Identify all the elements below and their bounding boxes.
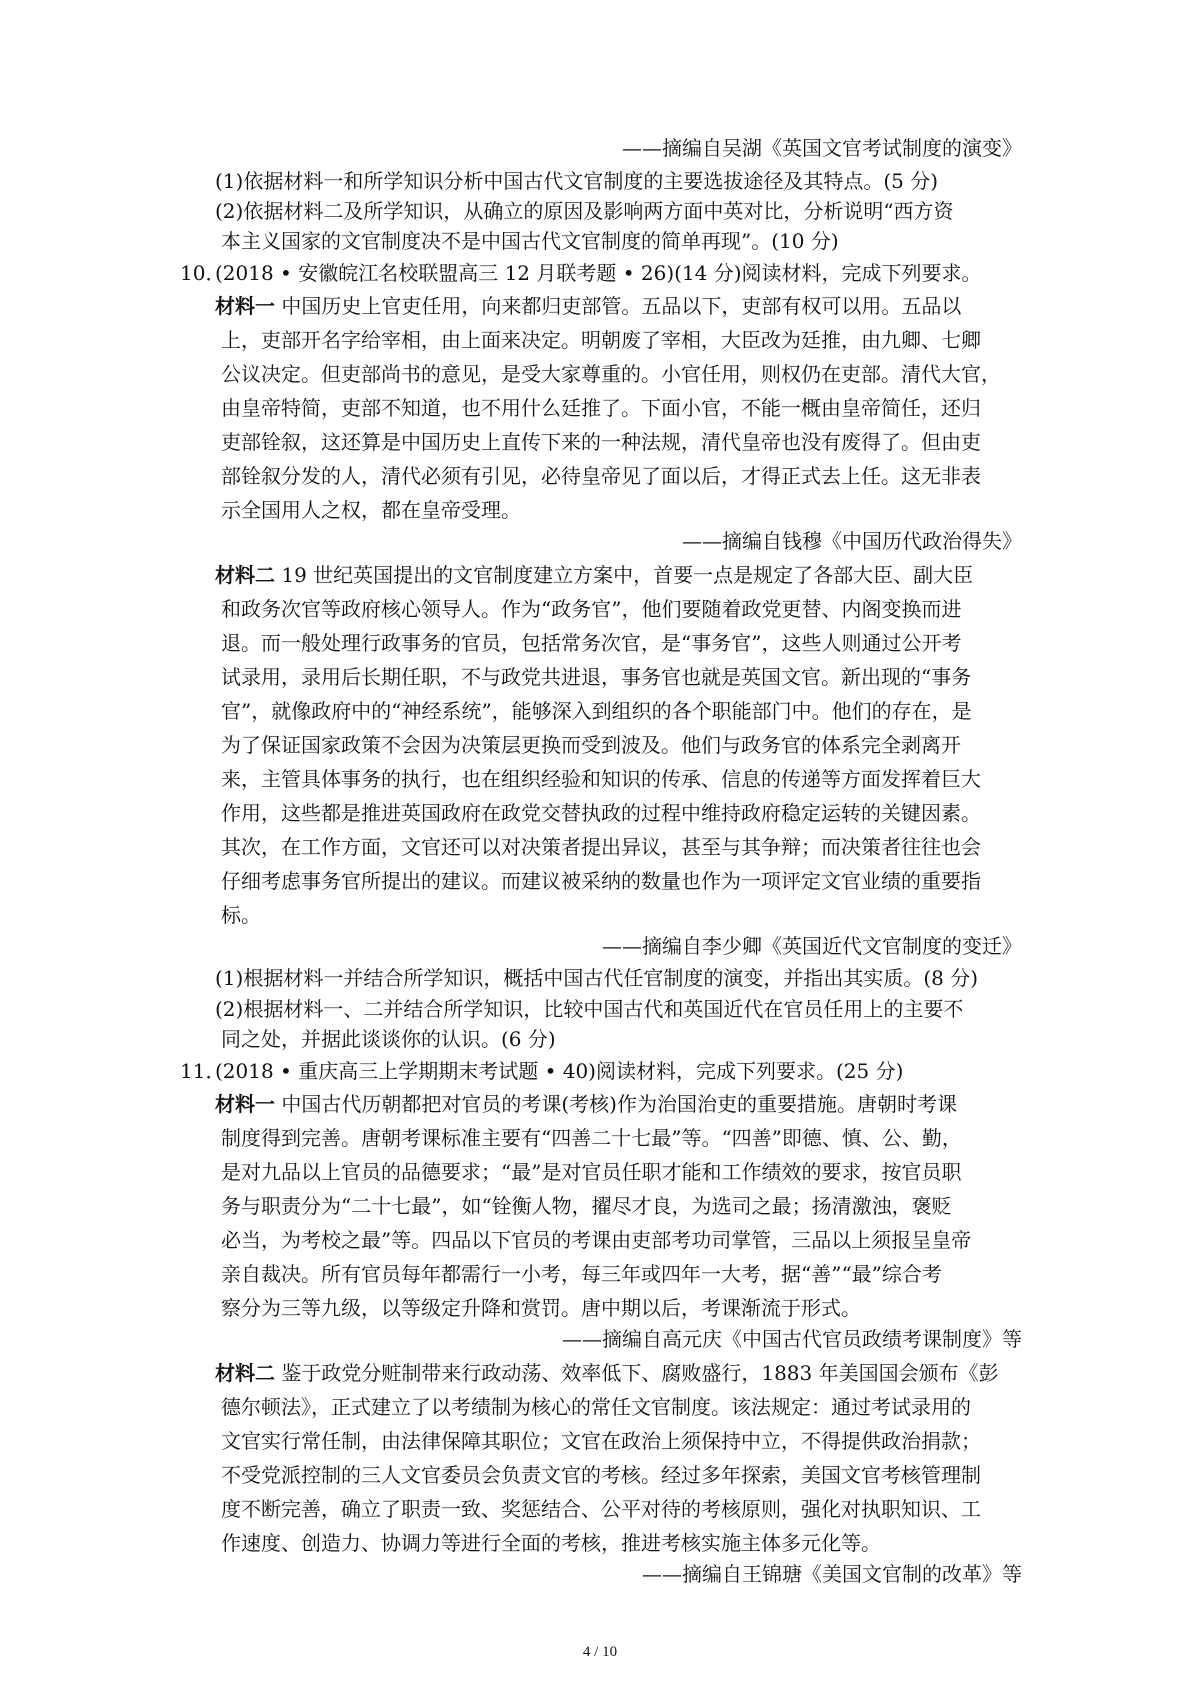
question-number: 11． bbox=[180, 1059, 226, 1083]
material-paragraph-first-line bbox=[215, 1359, 999, 1387]
source-citation: ——摘编自李少卿《英国近代文官制度的变迁》 bbox=[602, 934, 1022, 958]
material-label: 材料一 bbox=[215, 1092, 275, 1116]
question-part-1: (1)根据材料一并结合所学知识，概括中国古代任官制度的演变，并指出其实质。(8 分) bbox=[215, 966, 979, 990]
material-line: 官”，就像政府中的“神经系统”，能够深入到组织的各个职能部门中。他们的存在，是 bbox=[221, 699, 972, 723]
material-line: 度不断完善，确立了职责一致、奖惩结合、公平对待的考核原则，强化对执职知识、工 bbox=[221, 1497, 981, 1521]
material-line: 仔细考虑事务官所提出的建议。而建议被采纳的数量也作为一项评定文官业绩的重要指 bbox=[221, 869, 981, 893]
material-line: 和政务次官等政府核心领导人。作为“政务官”，他们要随着政党更替、内阁变换而进 bbox=[221, 597, 962, 621]
material-line: 试录用，录用后长期任职，不与政党共进退，事务官也就是英国文官。新出现的“事务 bbox=[221, 665, 972, 689]
question-part-2: (2)根据材料一、二并结合所学知识，比较中国古代和英国近代在官员任用上的主要不 bbox=[215, 997, 964, 1021]
question-header: (2018 • 安徽皖江名校联盟高三 12 月联考题 • 26)(14 分)阅读材料，完成下列要求。 bbox=[215, 261, 982, 285]
material-line: 标。 bbox=[221, 903, 261, 927]
material-line: 不受党派控制的三人文官委员会负责文官的考核。经过多年探索，美国文官考核管理制 bbox=[221, 1463, 981, 1487]
material-line: 是对九品以上官员的品德要求；“最”是对官员任职才能和工作绩效的要求，按官员职 bbox=[221, 1160, 962, 1184]
material-text: 中国历史上官吏任用，向来都归吏部管。五品以下，吏部有权可以用。五品以 bbox=[275, 294, 962, 318]
question-part-1: (1)依据材料一和所学知识分析中国古代文官制度的主要选拔途径及其特点。(5 分) bbox=[215, 169, 939, 193]
material-text: 19 世纪英国提出的文官制度建立方案中，首要一点是规定了各部大臣、副大臣 bbox=[275, 563, 974, 587]
material-line: 其次，在工作方面，文官还可以对决策者提出异议，甚至与其争辩；而决策者往往也会 bbox=[221, 835, 981, 859]
question-part-2: (2)依据材料二及所学知识，从确立的原因及影响两方面中英对比，分析说明“西方资 bbox=[215, 199, 954, 223]
material-line: 退。而一般处理行政事务的官员，包括常务次官，是“事务官”，这些人则通过公开考 bbox=[221, 631, 962, 655]
material-text: 鉴于政党分赃制带来行政动荡、效率低下、腐败盛行，1883 年美国国会颁布《彭 bbox=[275, 1361, 999, 1385]
material-line: 部铨叙分发的人，清代必须有引见，必待皇帝见了面以后，才得正式去上任。这无非表 bbox=[221, 464, 981, 488]
source-citation: ——摘编自钱穆《中国历代政治得失》 bbox=[682, 529, 1022, 553]
material-line: 察分为三等九级，以等级定升降和赏罚。唐中期以后，考课渐流于形式。 bbox=[221, 1296, 861, 1320]
question-part-2-cont: 同之处，并据此谈谈你的认识。(6 分) bbox=[221, 1027, 556, 1051]
material-line: 必当，为考校之最”等。四品以下官员的考课由吏部考功司掌管，三品以上须报呈皇帝 bbox=[221, 1228, 972, 1252]
material-text: 中国古代历朝都把对官员的考课(考核)作为治国治吏的重要措施。唐朝时考课 bbox=[275, 1092, 957, 1116]
question-header: (2018 • 重庆高三上学期期末考试题 • 40)阅读材料，完成下列要求。(25 分) bbox=[215, 1059, 904, 1083]
material-line: 作用，这些都是推进英国政府在政党交替执政的过程中维持政府稳定运转的关键因素。 bbox=[221, 801, 981, 825]
material-line: 公议决定。但吏部尚书的意见，是受大家尊重的。小官任用，则权仍在吏部。清代大官， bbox=[221, 362, 1001, 386]
material-line: 吏部铨叙，这还算是中国历史上直传下来的一种法规，清代皇帝也没有废得了。但由吏 bbox=[221, 430, 981, 454]
material-line: 德尔顿法》，正式建立了以考绩制为核心的常任文官制度。该法规定：通过考试录用的 bbox=[221, 1395, 971, 1419]
material-line: 文官实行常任制，由法律保障其职位；文官在政治上须保持中立，不得提供政治捐款； bbox=[221, 1429, 981, 1453]
material-paragraph-first-line bbox=[215, 292, 961, 320]
material-line: 来，主管具体事务的执行，也在组织经验和知识的传承、信息的传递等方面发挥着巨大 bbox=[221, 767, 981, 791]
question-part-2-cont: 本主义国家的文官制度决不是中国古代文官制度的简单再现”。(10 分) bbox=[221, 229, 839, 253]
material-line: 上，吏部开名字给宰相，由上面来决定。明朝废了宰相，大臣改为廷推，由九卿、七卿 bbox=[221, 328, 981, 352]
source-citation: ——摘编自王锦瑭《美国文官制的改革》等 bbox=[642, 1562, 1022, 1586]
source-citation: ——摘编自吴湖《英国文官考试制度的演变》 bbox=[622, 136, 1022, 160]
material-label: 材料二 bbox=[215, 1361, 275, 1385]
material-label: 材料一 bbox=[215, 294, 275, 318]
source-citation: ——摘编自高元庆《中国古代官员政绩考课制度》等 bbox=[562, 1327, 1022, 1351]
material-line: 务与职责分为“二十七最”，如“铨衡人物，擢尽才良，为选司之最；扬清激浊，褒贬 bbox=[221, 1194, 952, 1218]
material-paragraph-first-line bbox=[215, 1090, 957, 1118]
material-line: 示全国用人之权，都在皇帝受理。 bbox=[221, 498, 521, 522]
material-paragraph-first-line bbox=[215, 561, 973, 589]
material-line: 作速度、创造力、协调力等进行全面的考核，推进考核实施主体多元化等。 bbox=[221, 1531, 881, 1555]
material-line: 为了保证国家政策不会因为决策层更换而受到波及。他们与政务官的体系完全剥离开 bbox=[221, 733, 961, 757]
material-line: 由皇帝特简，吏部不知道，也不用什么廷推了。下面小官，不能一概由皇帝简任，还归 bbox=[221, 396, 981, 420]
material-label: 材料二 bbox=[215, 563, 275, 587]
page-number: 4 / 10 bbox=[582, 1644, 618, 1660]
material-line: 亲自裁决。所有官员每年都需行一小考，每三年或四年一大考，据“善”“最”综合考 bbox=[221, 1262, 942, 1286]
question-number: 10． bbox=[180, 261, 226, 285]
material-line: 制度得到完善。唐朝考课标准主要有“四善二十七最”等。“四善”即德、慎、公、勤， bbox=[221, 1126, 962, 1150]
